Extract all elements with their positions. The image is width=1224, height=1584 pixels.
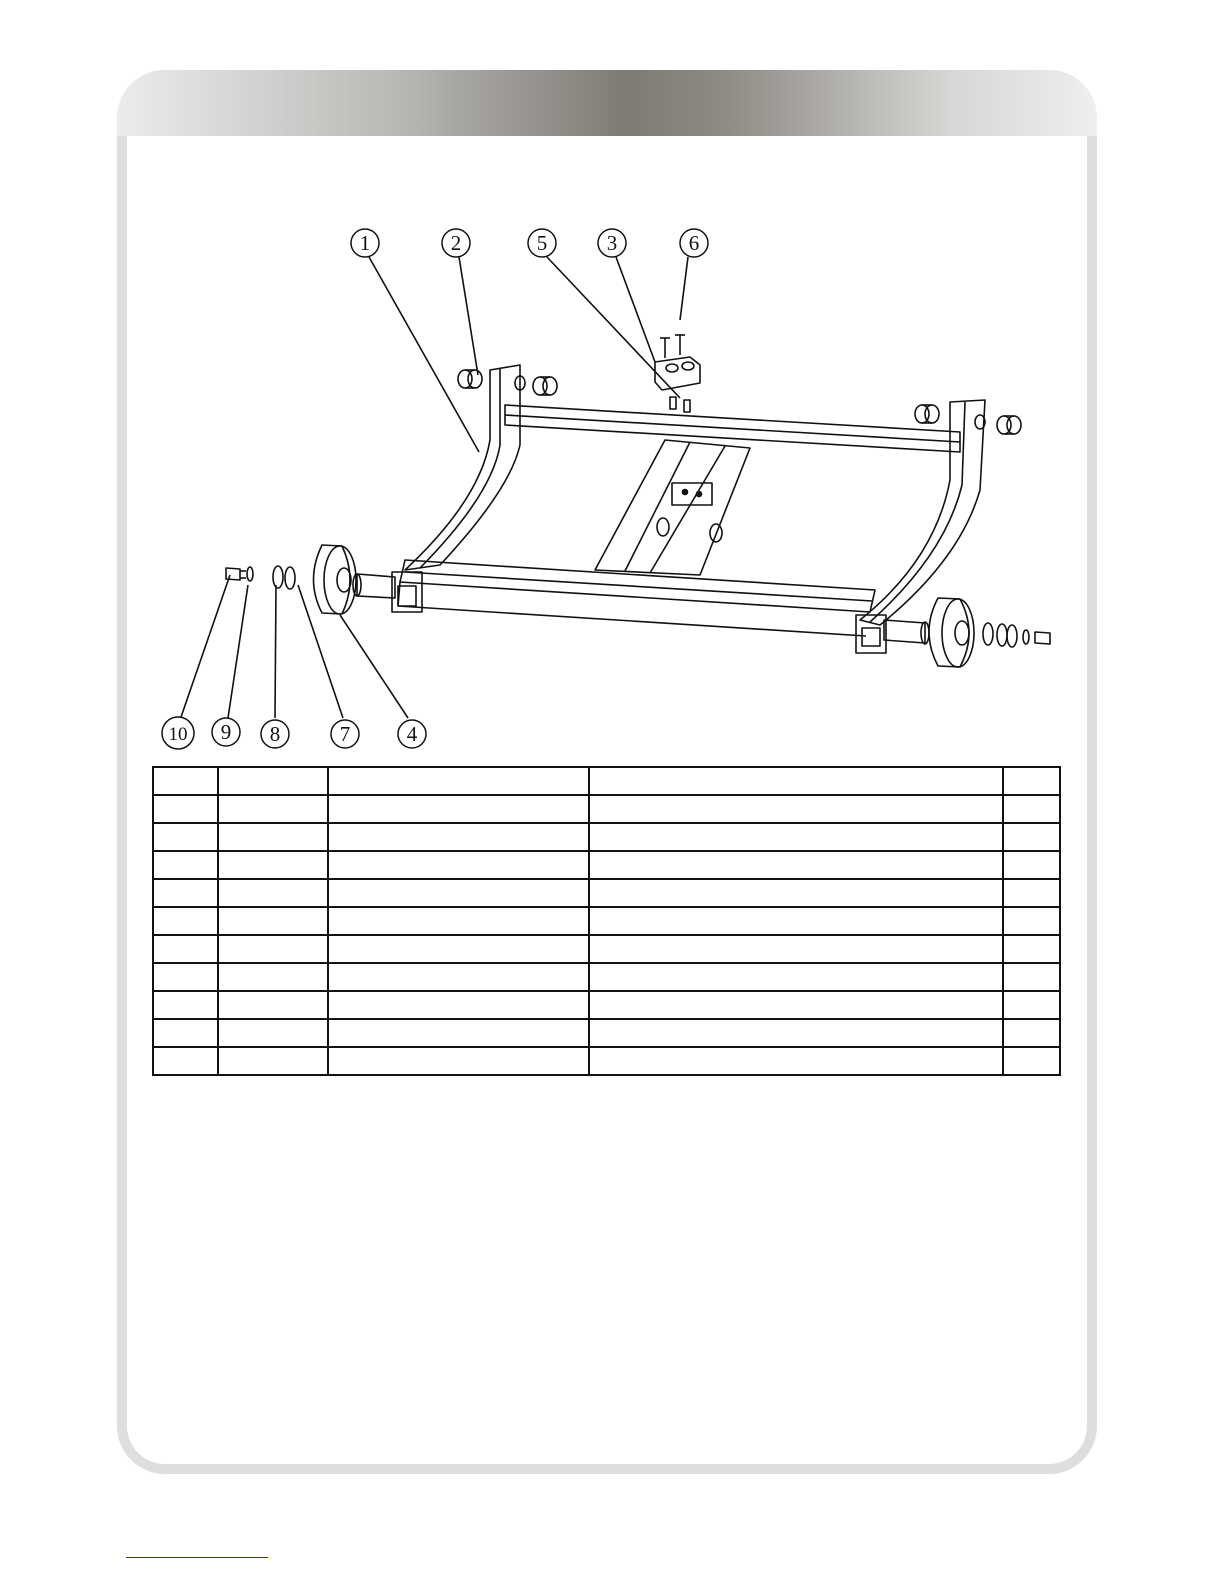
table-cell bbox=[328, 879, 589, 907]
table-cell bbox=[589, 907, 1003, 935]
table-cell bbox=[589, 879, 1003, 907]
callout-label-8: 8 bbox=[269, 722, 281, 746]
table-row bbox=[153, 935, 1060, 963]
table-cell bbox=[218, 991, 328, 1019]
table-cell bbox=[328, 991, 589, 1019]
table-cell bbox=[328, 935, 589, 963]
table-cell bbox=[328, 851, 589, 879]
table-cell bbox=[1003, 851, 1060, 879]
table-cell bbox=[1003, 1019, 1060, 1047]
wheel-left bbox=[314, 545, 351, 614]
table-cell bbox=[1003, 879, 1060, 907]
table-cell bbox=[589, 935, 1003, 963]
table-cell bbox=[218, 767, 328, 795]
table-cell bbox=[153, 991, 218, 1019]
callout-label-2: 2 bbox=[450, 231, 462, 255]
table-cell bbox=[218, 907, 328, 935]
leader-line-3 bbox=[616, 257, 655, 362]
table-cell bbox=[328, 1019, 589, 1047]
table-cell bbox=[218, 963, 328, 991]
callout-label-1: 1 bbox=[359, 231, 371, 255]
footer-link-underline bbox=[126, 1557, 268, 1558]
table-cell bbox=[1003, 1047, 1060, 1075]
leader-line-1 bbox=[369, 257, 479, 452]
axle-left bbox=[357, 574, 395, 598]
table-cell bbox=[153, 795, 218, 823]
wheel-right bbox=[929, 598, 969, 667]
table-row bbox=[153, 879, 1060, 907]
leader-line-5 bbox=[547, 257, 680, 398]
table-cell bbox=[153, 935, 218, 963]
table-cell bbox=[1003, 935, 1060, 963]
table-cell bbox=[153, 1019, 218, 1047]
table-cell bbox=[589, 1047, 1003, 1075]
table-row bbox=[153, 767, 1060, 795]
washer-7 bbox=[285, 567, 295, 589]
pin-5a bbox=[670, 397, 676, 409]
parts-table bbox=[152, 766, 1061, 1076]
callout-label-9: 9 bbox=[220, 720, 232, 744]
table-cell bbox=[153, 1047, 218, 1075]
leader-line-4 bbox=[340, 615, 408, 718]
washer-9 bbox=[247, 567, 253, 581]
table-cell bbox=[218, 1047, 328, 1075]
table-cell bbox=[153, 767, 218, 795]
table-cell bbox=[218, 823, 328, 851]
table-cell bbox=[1003, 823, 1060, 851]
washer-8 bbox=[273, 566, 283, 588]
leader-line-2 bbox=[459, 257, 478, 375]
table-cell bbox=[153, 879, 218, 907]
table-cell bbox=[589, 1019, 1003, 1047]
table-cell bbox=[153, 851, 218, 879]
table-cell bbox=[1003, 795, 1060, 823]
table-cell bbox=[589, 823, 1003, 851]
table-cell bbox=[328, 767, 589, 795]
table-cell bbox=[218, 935, 328, 963]
right-upright bbox=[860, 400, 985, 625]
leader-line-10 bbox=[180, 575, 230, 720]
left-upright bbox=[405, 365, 520, 570]
leader-line-8 bbox=[275, 585, 276, 718]
table-cell bbox=[1003, 907, 1060, 935]
callout-label-6: 6 bbox=[688, 231, 700, 255]
table-cell bbox=[328, 823, 589, 851]
table-cell bbox=[153, 907, 218, 935]
table-row bbox=[153, 795, 1060, 823]
table-cell bbox=[589, 851, 1003, 879]
table-cell bbox=[218, 795, 328, 823]
clamp-block bbox=[655, 357, 700, 390]
callout-label-4: 4 bbox=[406, 722, 418, 746]
table-cell bbox=[328, 795, 589, 823]
table-cell bbox=[153, 963, 218, 991]
table-cell bbox=[153, 823, 218, 851]
callout-label-5: 5 bbox=[536, 231, 548, 255]
table-cell bbox=[328, 1047, 589, 1075]
table-row bbox=[153, 823, 1060, 851]
table-cell bbox=[1003, 767, 1060, 795]
table-row bbox=[153, 1047, 1060, 1075]
parts-table-body bbox=[153, 767, 1060, 1075]
table-row bbox=[153, 991, 1060, 1019]
table-cell bbox=[589, 991, 1003, 1019]
table-cell bbox=[218, 1019, 328, 1047]
exploded-parts-drawing bbox=[0, 0, 1224, 760]
table-cell bbox=[589, 963, 1003, 991]
center-channel bbox=[595, 440, 750, 575]
callout-label-3: 3 bbox=[606, 231, 618, 255]
callout-label-10: 10 bbox=[168, 724, 188, 745]
table-cell bbox=[1003, 991, 1060, 1019]
table-row bbox=[153, 907, 1060, 935]
table-cell bbox=[1003, 963, 1060, 991]
table-row bbox=[153, 963, 1060, 991]
table-cell bbox=[328, 907, 589, 935]
axle-right bbox=[884, 620, 925, 643]
table-cell bbox=[218, 851, 328, 879]
leader-line-7 bbox=[298, 585, 343, 718]
table-cell bbox=[218, 879, 328, 907]
callout-label-7: 7 bbox=[339, 722, 351, 746]
leader-line-9 bbox=[228, 585, 248, 718]
pin-5b bbox=[684, 400, 690, 412]
table-cell bbox=[328, 963, 589, 991]
table-row bbox=[153, 851, 1060, 879]
table-row bbox=[153, 1019, 1060, 1047]
leader-line-6 bbox=[680, 257, 688, 320]
table-cell bbox=[589, 767, 1003, 795]
table-cell bbox=[589, 795, 1003, 823]
